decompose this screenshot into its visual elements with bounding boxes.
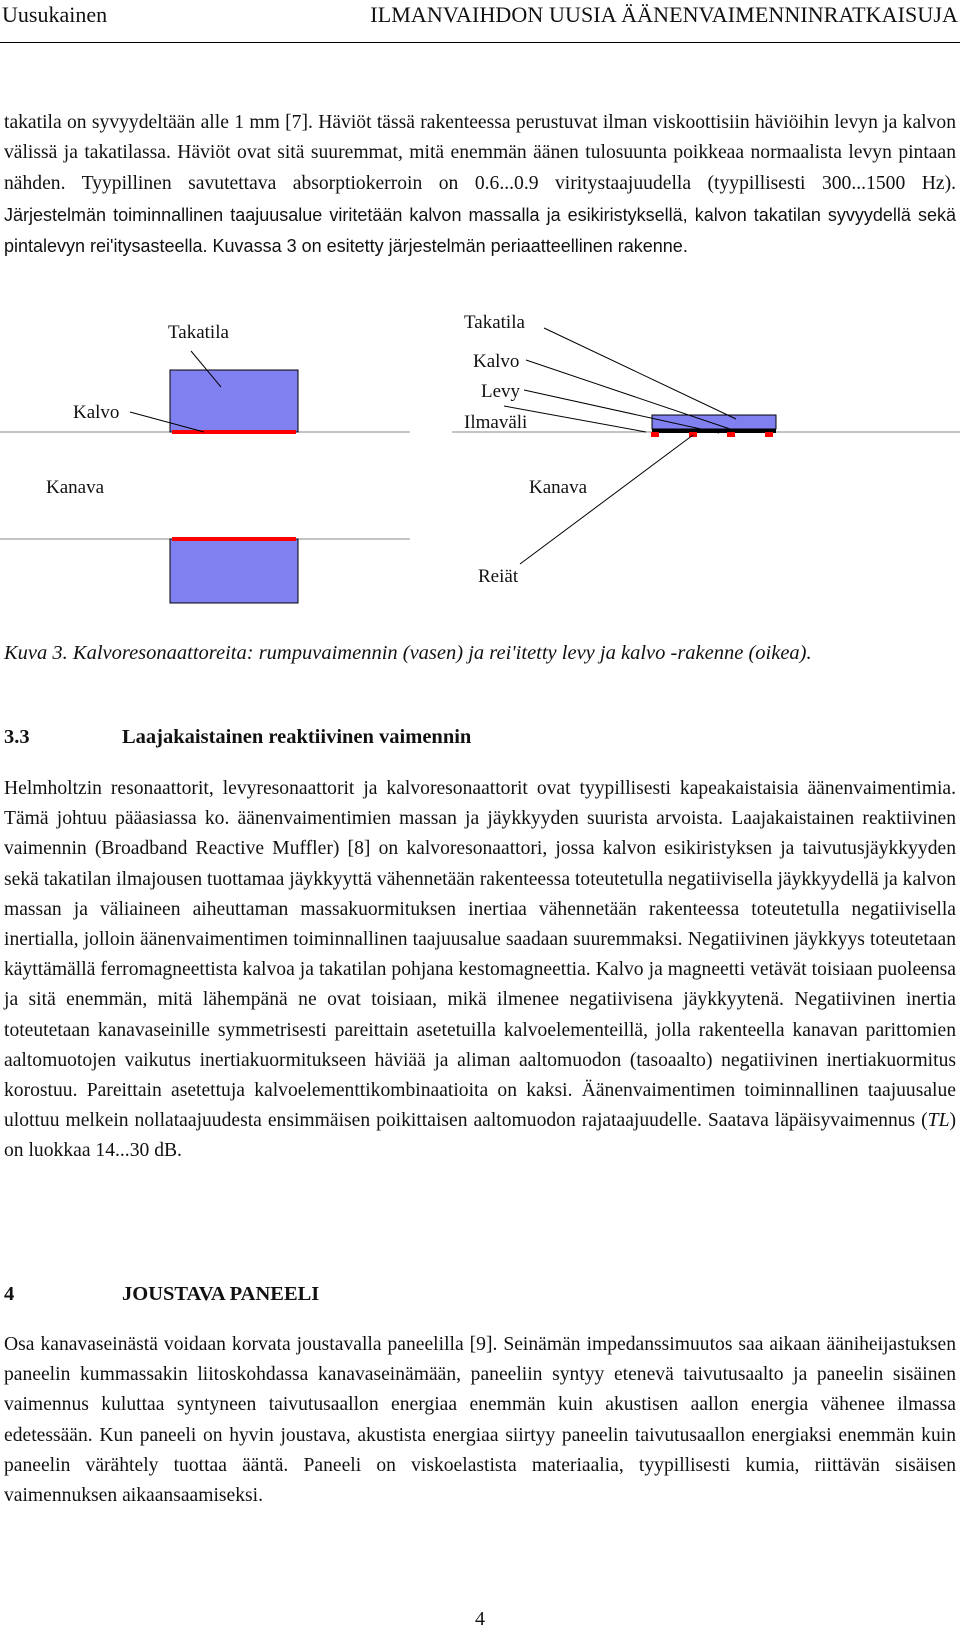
left-kanava-label: Kanava (46, 477, 105, 498)
figure-caption: Kuva 3. Kalvoresonaattoreita: rumpuvaimennin (vasen) ja rei'itetty levy ja kalvo -rakenne (oikea). (4, 642, 812, 664)
right-hole (651, 432, 659, 437)
right-levy-leader (524, 390, 719, 433)
section-3-3-text: Helmholtzin resonaattorit, levyresonaattorit ja kalvoresonaattorit ovat tyypillisesti kapeakaistaisia äänenvaimentimia. Tämä johtuu pääasiassa ko. äänenvaimentimien massan ja jäykkyyden suurista arvoista. Laajakaistainen reaktiivinen vaimennin (Broadband Reactive Muffler) [8] on kalvoresonaattori, jossa kalvon esikiristyksen ja taivutusjäykkyyden sekä takatilan ilmajousen tuottamaa jäykkyyttä vähennetään rakenteessa toteutetulla negatiivisella jäykkyydellä ja kalvon massan ja väliaineen aiheuttaman massakuormituksen inertiaa vähennetään rakenteessa toteutetulla negatiivisella inertialla, jolloin äänenvaimentimen toiminnallinen taajuusalue saadaan suuremmaksi. Negatiivinen jäykkyys toteutetaan käyttämällä ferromagneettista kalvoa ja takatilan pohjana kestomagneettia. Kalvo ja magneetti vetävät toisiaan puoleensa ja sitä enemmän, mitä lähempänä ne ovat toisiaan, mikä ilmenee negatiivisena jäykkyytenä. Negatiivinen inertia toteutetaan kanavaseinille symmetrisesti pareittain asetetuilla kalvoelementeillä, jolla rakenteella kanavan parittomien aaltomuotojen vaikutus inertiakuormitukseen häviää ja aliman aaltomuodon (tasoaalto) negatiivinen inertiakuormitus korostuu. Pareittain asetettuja kalvoelementtikombinaatioita on kaksi. Äänenvaimentimen toiminnallinen taajuusalue ulottuu melkein nollataajuudesta ensimmäisen poikittaisen aaltomuodon rajataajuudelle. Saatava läpäisyvaimennus ( (4, 778, 956, 1132)
left-kalvo-label: Kalvo (73, 402, 120, 423)
right-takatila-leader (544, 328, 736, 419)
header-author: Uusukainen (2, 2, 108, 27)
right-takatila-label: Takatila (464, 312, 525, 333)
right-ilmavali-label: Ilmaväli (464, 412, 528, 433)
page-number: 4 (475, 1608, 485, 1630)
right-hole (689, 432, 697, 437)
right-kalvo-label: Kalvo (473, 351, 520, 372)
figure-3-diagram (0, 305, 960, 635)
header-title: ILMANVAIHDON UUSIA ÄÄNENVAIMENNINRATKAISUJA (370, 2, 958, 27)
intro-text-sans: Järjestelmän toiminnallinen taajuusalue viritetään kalvon massalla ja esikiristyksellä, kalvon takatilan syvyydellä sekä pintalevyn rei'itysasteella. Kuvassa 3 on esitetty järjestelmän periaatteellinen rakenne. (4, 204, 956, 256)
section-4-number: 4 (4, 1283, 15, 1305)
section-3-3-text-end: ) on luokkaa 14...30 dB. (4, 1110, 956, 1162)
section-3-3-number: 3.3 (4, 726, 30, 748)
left-top-cavity (170, 370, 298, 432)
section-3-3-heading (4, 726, 471, 749)
figure-3 (0, 305, 960, 635)
right-levy-label: Levy (481, 381, 521, 402)
section-4-body: Osa kanavaseinästä voidaan korvata joustavalla paneelilla [9]. Seinämän impedanssimuutos saa aikaan ääniheijastuksen paneelin kummassakin liitoskohdassa kanavaseinämään, paneeliin syntyy etenevä taivutusaalto ja paneelin sisäinen vaimennus kuluttaa syntyneen taivutusaallon energiaa enemmän kuin akustisen aallon energia vähenee ilmassa edetessään. Kun paneeli on hyvin joustava, akustista energiaa siirtyy paneelin taivutusaallon energiaksi enemmän kuin paneelin värähtely tuottaa ääntä. Paneeli on viskoelastista materiaalia, tyypillisesti kumia, riittävän sisäisen vaimennuksen aikaansaamiseksi. (4, 1334, 956, 1507)
section-4-title: JOUSTAVA PANEELI (122, 1283, 320, 1305)
right-hole (765, 432, 773, 437)
page-header (0, 0, 960, 43)
left-bottom-cavity (170, 539, 298, 603)
right-hole (727, 432, 735, 437)
right-kanava-label: Kanava (529, 477, 588, 498)
section-3-3-body (4, 774, 956, 1167)
right-reiat-label: Reiät (478, 566, 519, 587)
right-reiat-leader (520, 435, 693, 564)
section-4-heading (4, 1283, 319, 1306)
intro-paragraph (4, 108, 956, 262)
left-takatila-label: Takatila (168, 322, 229, 343)
tl-abbreviation: TL (927, 1110, 950, 1132)
section-3-3-title: Laajakaistainen reaktiivinen vaimennin (122, 726, 472, 748)
intro-text-serif: takatila on syvyydeltään alle 1 mm [7]. Häviöt tässä rakenteessa perustuvat ilman viskoottisiin häviöihin levyn ja kalvon välissä ja takatilassa. Häviöt ovat sitä suuremmat, mitä enemmän äänen tulosuunta poikkeaa normaalista levyn pintaan nähden. Tyypillinen savutettava absorptiokerroin on 0.6...0.9 viritystaajuudella (tyypillisesti 300...1500 Hz). (4, 112, 956, 195)
right-kalvo-leader (526, 360, 730, 429)
